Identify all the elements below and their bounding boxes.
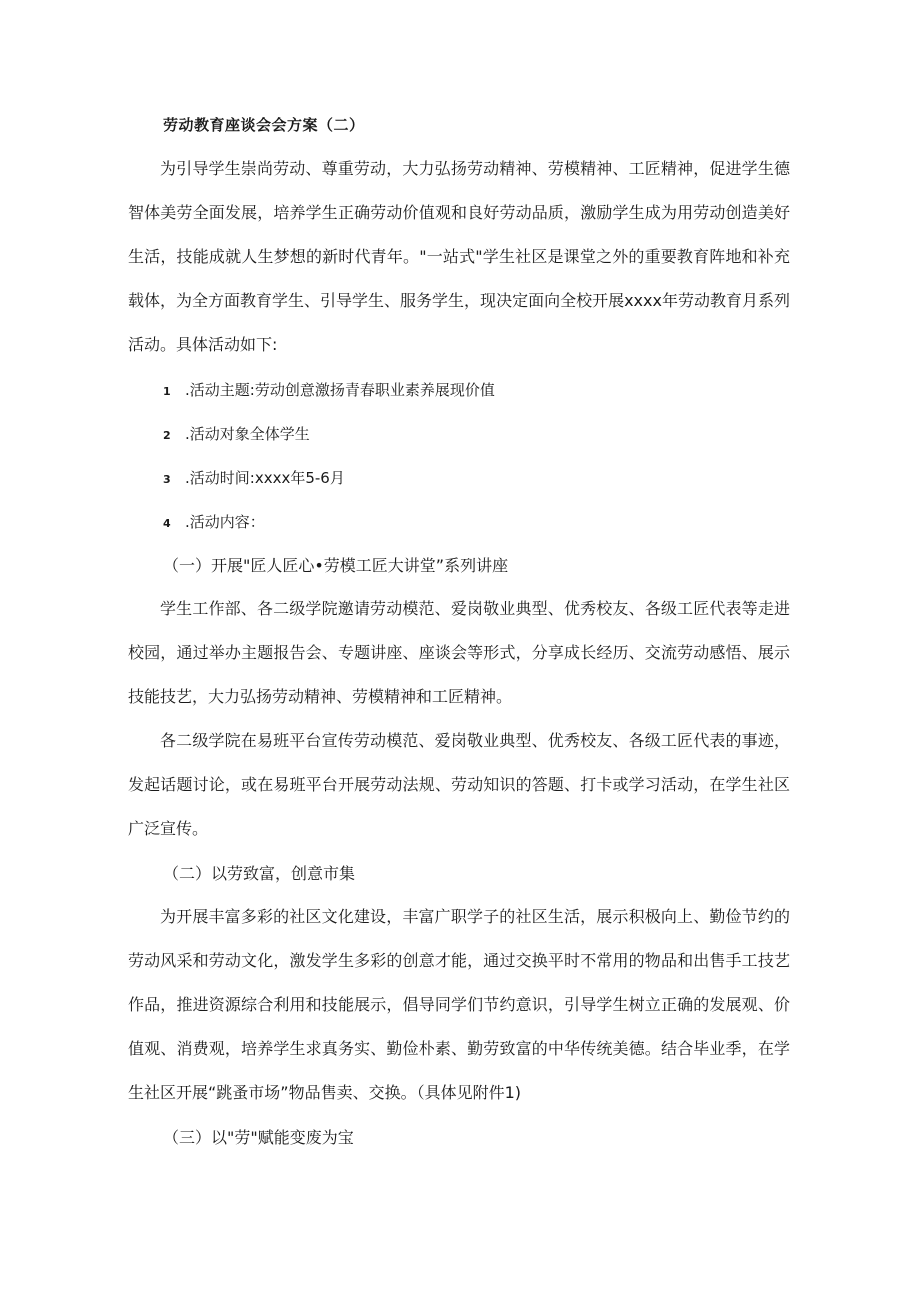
intro-paragraph: 为引导学生崇尚劳动、尊重劳动，大力弘扬劳动精神、劳模精神、工匠精神，促进学生德智体美劳全面发展，培养学生正确劳动价值观和良好劳动品质，激励学生成为用劳动创造美好生活，技能成就人生梦想的新时代青年。"一站式"学生社区是课堂之外的重要教育阵地和补充载体，为全方面教育学生、引导学生、服务学生，现决定面向全校开展xxxx年劳动教育月系列活动。具体活动如下: <box>128 159 790 354</box>
section-heading-1: （一）开展"匠人匠心•劳模工匠大讲堂”系列讲座 <box>163 556 509 575</box>
list-item-text: .活动对象全体学生 <box>185 425 310 443</box>
section-heading-3: （三）以"劳"赋能变废为宝 <box>163 1128 354 1147</box>
section1-paragraph-1: 学生工作部、各二级学院邀请劳动模范、爱岗敬业典型、优秀校友、各级工匠代表等走进校园，通过举办主题报告会、专题讲座、座谈会等形式，分享成长经历、交流劳动感悟、展示技能技艺，大力弘扬劳动精神、劳模精神和工匠精神。 <box>128 599 790 706</box>
document-title: 劳动教育座谈会会方案（二） <box>163 116 365 134</box>
list-item-text: .活动时间:xxxx年5-6月 <box>185 469 345 487</box>
list-item-number: 3 <box>163 473 171 486</box>
section2-paragraph: 为开展丰富多彩的社区文化建设，丰富广职学子的社区生活，展示积极向上、勤俭节约的劳动风采和劳动文化，激发学生多彩的创意才能，通过交换平时不常用的物品和出售手工技艺作品，推进资源综合利用和技能展示，倡导同学们节约意识，引导学生树立正确的发展观、价值观、消费观，培养学生求真务实、勤俭朴素、勤劳致富的中华传统美德。结合毕业季，在学生社区开展“跳蚤市场”物品售卖、交换。（具体见附件1) <box>128 907 790 1102</box>
list-item <box>163 422 310 448</box>
list-item-number: 2 <box>163 429 171 442</box>
list-item-number: 1 <box>163 385 171 398</box>
section-heading-2: （二）以劳致富，创意市集 <box>163 864 356 883</box>
list-item-number: 4 <box>163 517 171 530</box>
list-item <box>163 378 495 404</box>
list-item-text: .活动主题:劳动创意激扬青春职业素养展现价值 <box>185 381 495 399</box>
list-item-text: .活动内容： <box>185 513 265 531</box>
list-item <box>163 510 265 536</box>
list-item <box>163 466 345 492</box>
section1-paragraph-2: 各二级学院在易班平台宣传劳动模范、爱岗敬业典型、优秀校友、各级工匠代表的事迹，发起话题讨论，或在易班平台开展劳动法规、劳动知识的答题、打卡或学习活动，在学生社区广泛宣传。 <box>128 731 790 838</box>
